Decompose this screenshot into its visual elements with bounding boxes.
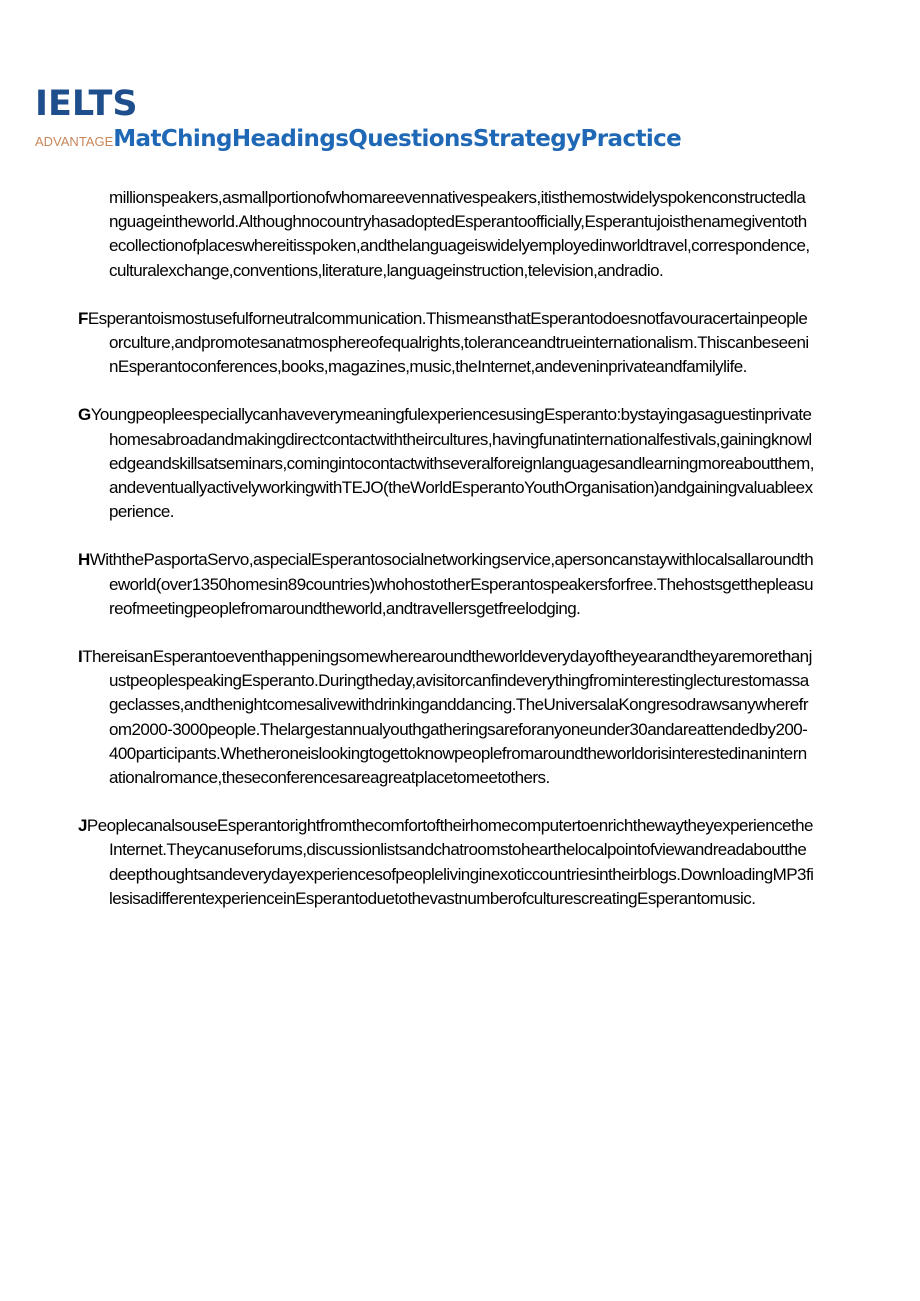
paragraph-letter: F <box>78 308 88 328</box>
paragraph-h <box>78 548 814 621</box>
paragraph-text: PeoplecanalsouseEsperantorightfromthecomfortoftheirhomecomputertoenrichthewaytheyexperiencetheInternet.Theycanuseforums,discussionlistsandchatroomstohearthelocalpointofviewandreadaboutthedeepthoughtsandeverydayexperiencesofpeoplelivinginexoticcountriesintheirblogs.DownloadingMP3filesisadifferentexperienceinEsperantoduetothevastnumberofculturescreatingEsperantomusic. <box>86 816 814 908</box>
header-title-row <box>35 126 681 152</box>
paragraph-text: WiththePasportaServo,aspecialEsperantosocialnetworkingservice,apersoncanstaywithlocalsallaroundtheworld(over1350homesin89countries)whohostotherEsperantospeakersforfree.Thehostsgetthepleasureofmeetingpeoplefromaroundtheworld,andtravellersgetfreelodging. <box>89 550 814 618</box>
ielts-logo: IELTS <box>35 84 138 124</box>
document-title: MatChingHeadingsQuestionsStrategyPractice <box>113 126 682 152</box>
paragraph-text: ThereisanEsperantoeventhappeningsomewherearoundtheworldeverydayoftheyearandtheyaremorethanjustpeoplespeakingEsperanto.Duringtheday,avisitorcanfindeverythingfrominterestinglecturestomassageclasses,andthenightcomesalivewithdrinkinganddancing.TheUniversalaKongresodrawsanywherefrom2000-3000people.Thelargestannualyouthgatheringsareforanyoneunder30andareattendedby200-400participants.Whetheroneislookingtogettoknowpeoplefromaroundtheworldorisinterestedinaninternationalromance,theseconferencesareagreatplacetomeetothers. <box>82 647 812 788</box>
paragraph-f <box>78 307 814 380</box>
paragraph-letter: J <box>78 816 87 836</box>
paragraph-g <box>78 403 814 524</box>
paragraph-letter: I <box>78 647 83 667</box>
paragraph-text: millionspeakers,asmallportionofwhomareevennativespeakers,itisthemostwidelyspokenconstructedlanguageintheworld.AlthoughnocountryhasadoptedEsperantoofficially,Esperantujoisthenamegiventothecollectionofplaceswhereitisspoken,andthelanguageiswidelyemployedinworldtravel,correspondence,culturalexchange,conventions,literature,languageinstruction,television,andradio. <box>109 188 810 280</box>
paragraph-letter: H <box>78 550 90 570</box>
advantage-label: ADVANTAGE <box>35 134 114 149</box>
paragraph-text: Esperantoismostusefulforneutralcommunication.ThismeansthatEsperantodoesnotfavouracertainpeopleorculture,andpromotesanatmosphereofequalrights,toleranceandtrueinternationalism.ThiscanbeseeninEsperantoconferences,books,magazines,music,theInternet,andeveninprivateandfamilylife. <box>87 308 809 377</box>
paragraph-text: YoungpeopleespeciallycanhaveverymeaningfulexperiencesusingEsperanto:bystayingasaguestinprivatehomesabroadandmakingdirectcontactwiththeircultures,havingfunatinternationalfestivals,gainingknowledgeandskillsatseminars,comingintocontactwithseveralforeignlanguagesandlearningmoreaboutthem,andeventuallyactivelyworkingwithTEJO(theWorldEsperantoYouthOrganisation)andgainingvaluableexperience. <box>90 405 814 522</box>
paragraph-continued <box>78 186 814 283</box>
paragraph-i <box>78 645 814 790</box>
page-header <box>35 82 682 152</box>
document-body <box>78 186 814 935</box>
paragraph-letter: G <box>78 405 91 425</box>
paragraph-j <box>78 814 814 911</box>
